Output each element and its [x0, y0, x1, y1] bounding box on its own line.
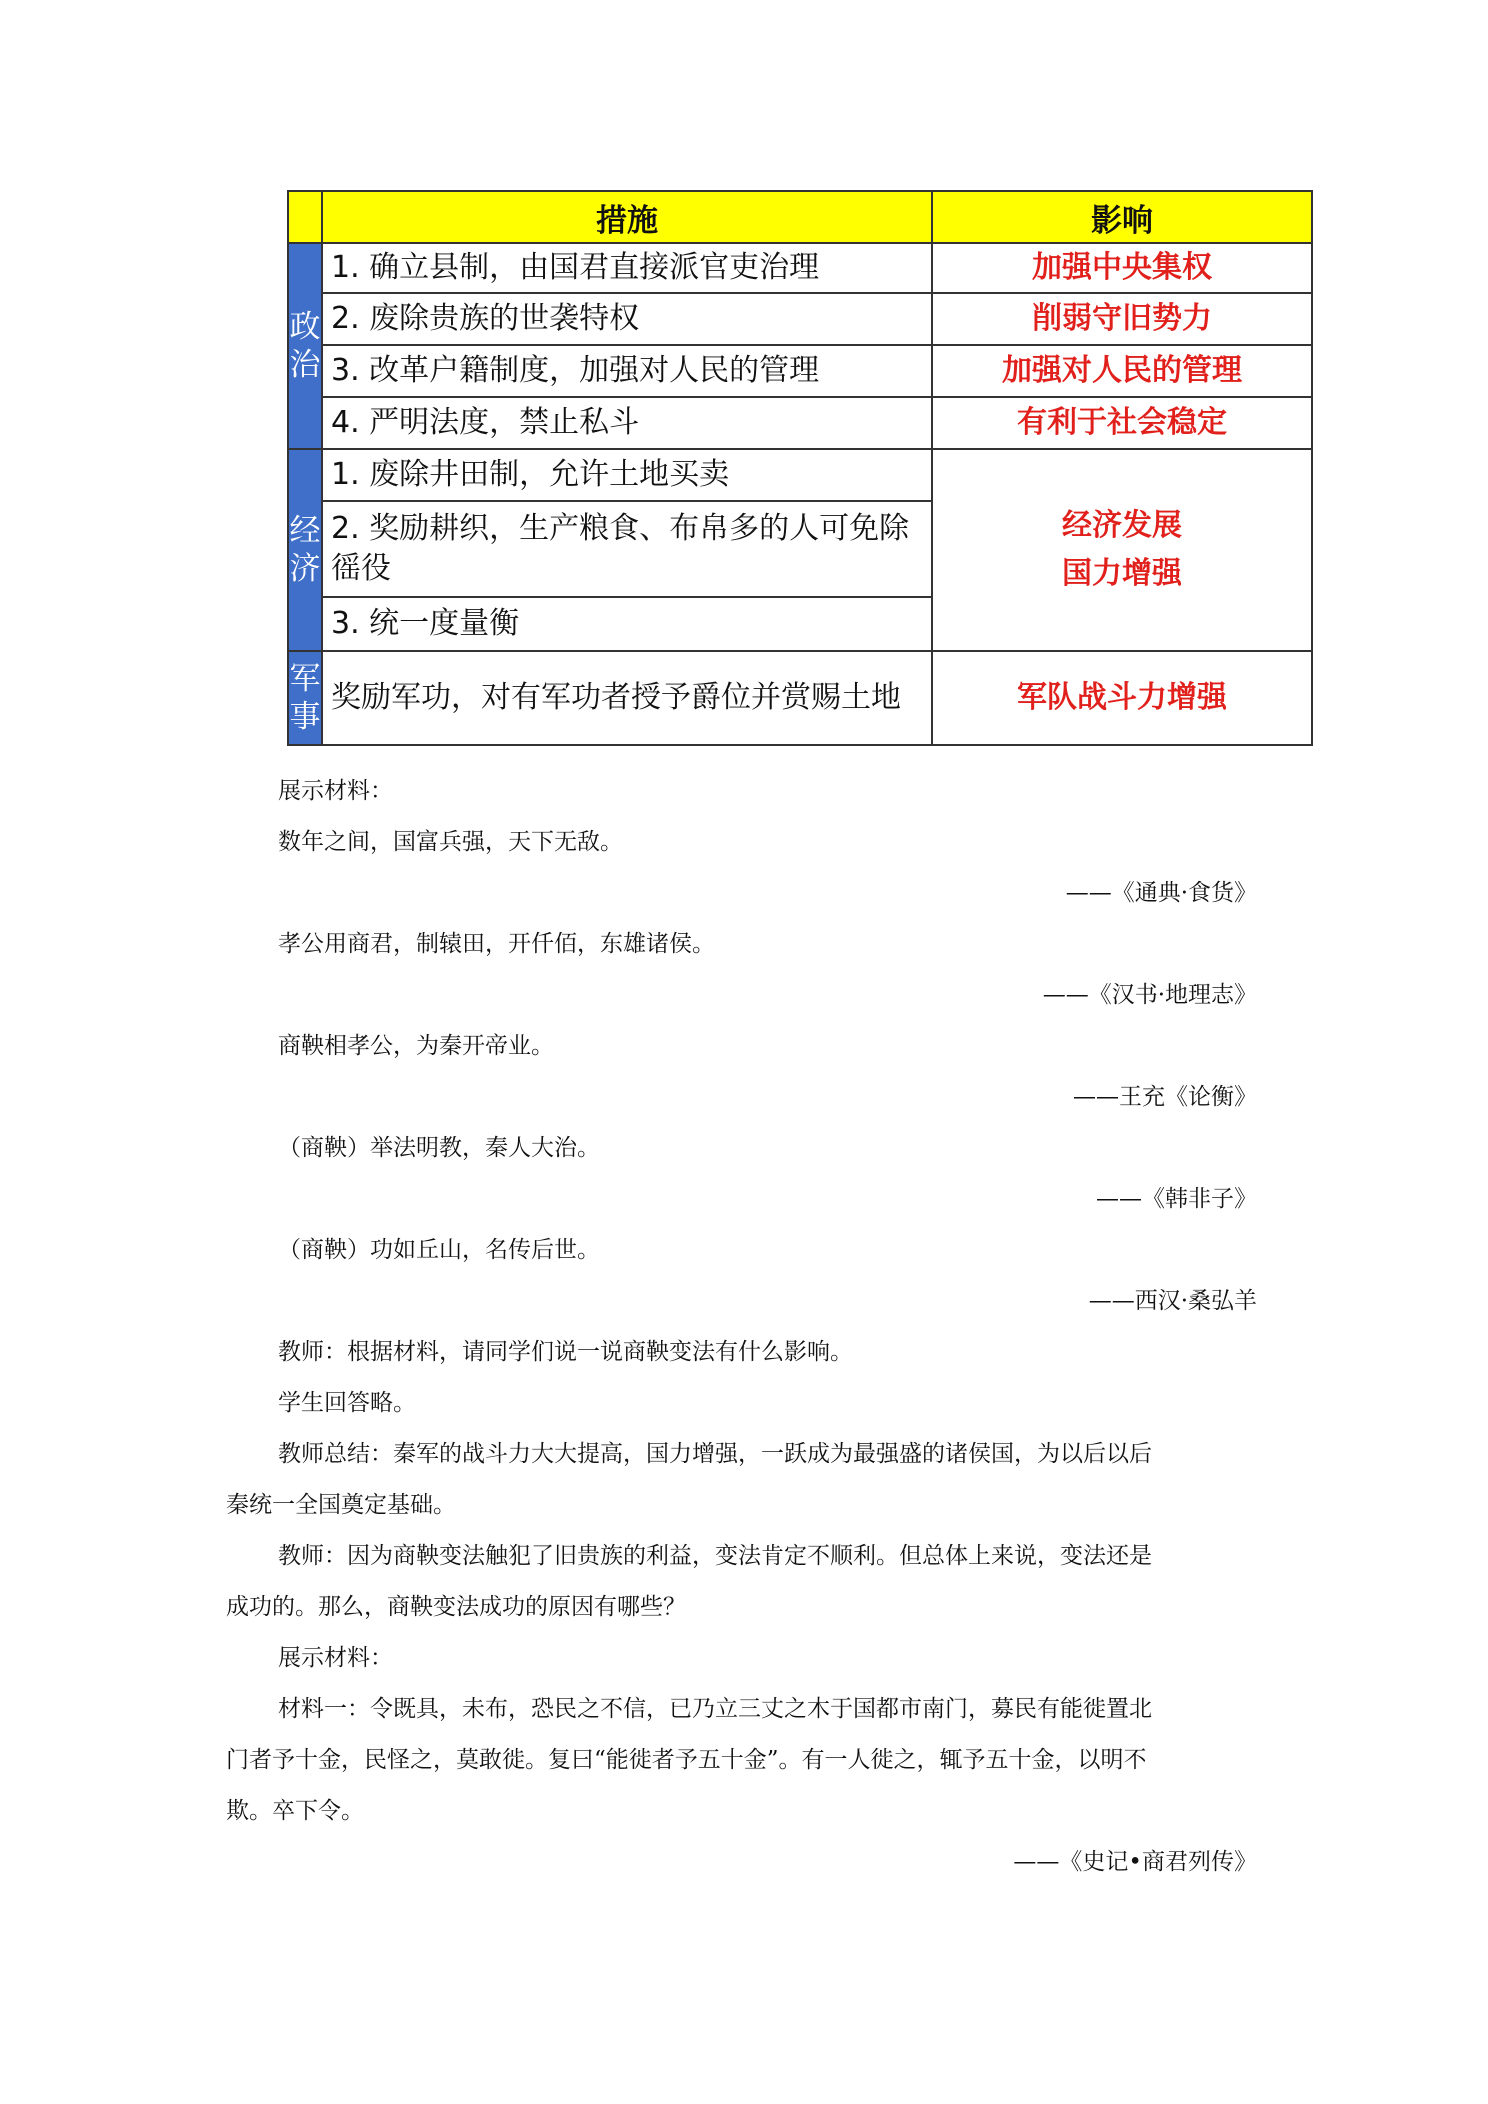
category-politics: 政 治 [288, 243, 322, 449]
source-2: ——《汉书·地理志》 [1042, 982, 1257, 1008]
category-military: 军 事 [288, 651, 322, 745]
show-material-label: 展示材料： [278, 778, 393, 804]
table-row [288, 345, 1312, 397]
politics-effect-2: 削弱守旧势力 [932, 293, 1312, 345]
source-1: ——《通典·食货》 [1065, 880, 1257, 906]
source-3: ——王充《论衡》 [1073, 1084, 1257, 1110]
teacher-question-1: 教师：根据材料，请同学们说一说商鞅变法有什么影响。 [278, 1339, 853, 1365]
politics-effect-1: 加强中央集权 [932, 243, 1312, 293]
header-blank-cell [288, 191, 322, 243]
table-row [288, 449, 1312, 501]
economy-effect [932, 449, 1312, 651]
quote-3: 商鞅相孝公，为秦开帝业。 [278, 1033, 554, 1059]
economy-measure-1: 1. 废除井田制，允许土地买卖 [322, 449, 932, 501]
military-effect: 军队战斗力增强 [932, 651, 1312, 745]
source-6: ——《史记•商君列传》 [1013, 1849, 1257, 1875]
header-measure: 措施 [322, 191, 932, 243]
material-1-line-1: 材料一：令既具，未布，恐民之不信，已乃立三丈之木于国都市南门，募民有能徙置北 [278, 1696, 1152, 1722]
military-measure: 奖励军功，对有军功者授予爵位并赏赐土地 [322, 651, 932, 745]
quote-2: 孝公用商君，制辕田，开仟佰，东雄诸侯。 [278, 931, 715, 957]
teacher-question-2-line-1: 教师：因为商鞅变法触犯了旧贵族的利益，变法肯定不顺利。但总体上来说，变法还是 [278, 1543, 1152, 1569]
economy-measure-2: 2. 奖励耕织，生产粮食、布帛多的人可免除徭役 [322, 501, 932, 597]
economy-effect-2: 国力增强 [1062, 556, 1182, 591]
quote-1: 数年之间，国富兵强，天下无敌。 [278, 829, 623, 855]
economy-measure-3: 3. 统一度量衡 [322, 597, 932, 651]
teacher-summary-line-1: 教师总结：秦军的战斗力大大提高，国力增强，一跃成为最强盛的诸侯国，为以后以后 [278, 1441, 1152, 1467]
politics-effect-3: 加强对人民的管理 [932, 345, 1312, 397]
reform-table [287, 190, 1313, 746]
table-row [288, 397, 1312, 449]
politics-measure-3: 3. 改革户籍制度，加强对人民的管理 [322, 345, 932, 397]
material-1-line-3: 欺。卒下令。 [226, 1798, 364, 1824]
politics-effect-4: 有利于社会稳定 [932, 397, 1312, 449]
teacher-question-2-line-2: 成功的。那么，商鞅变法成功的原因有哪些？ [226, 1594, 686, 1620]
politics-measure-2: 2. 废除贵族的世袭特权 [322, 293, 932, 345]
politics-measure-1: 1. 确立县制，由国君直接派官吏治理 [322, 243, 932, 293]
table-row [288, 293, 1312, 345]
table-header-row [288, 191, 1312, 243]
category-economy: 经 济 [288, 449, 322, 651]
table-row [288, 243, 1312, 293]
quote-4: （商鞅）举法明教，秦人大治。 [278, 1135, 600, 1161]
teacher-summary-line-2: 秦统一全国奠定基础。 [226, 1492, 456, 1518]
economy-effect-1: 经济发展 [1062, 508, 1182, 543]
student-answer: 学生回答略。 [278, 1390, 416, 1416]
quote-5: （商鞅）功如丘山，名传后世。 [278, 1237, 600, 1263]
source-5: ——西汉·桑弘羊 [1088, 1288, 1257, 1314]
show-material-label-2: 展示材料： [278, 1645, 393, 1671]
table-row [288, 651, 1312, 745]
header-effect: 影响 [932, 191, 1312, 243]
material-1-line-2: 门者予十金，民怪之，莫敢徙。复曰“能徙者予五十金”。有一人徙之，辄予五十金，以明不 [226, 1747, 1147, 1773]
source-4: ——《韩非子》 [1096, 1186, 1257, 1212]
politics-measure-4: 4. 严明法度，禁止私斗 [322, 397, 932, 449]
